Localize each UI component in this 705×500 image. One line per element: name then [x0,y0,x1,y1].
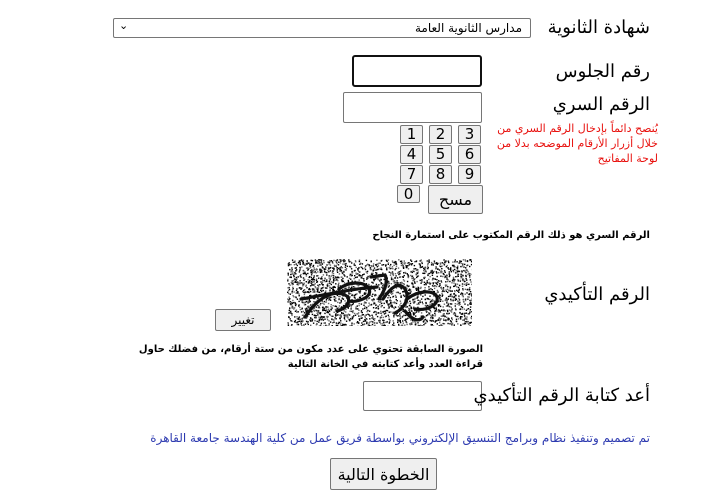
captcha-noise [287,259,472,326]
secret-number-note: الرقم السري هو ذلك الرقم المكتوب على استمارة النجاح [372,230,650,241]
credit-text: تم تصميم وتنفيذ نظام وبرامج التنسيق الإلكتروني بواسطة فريق عمل من كلية الهندسة جامعة القاهرة [150,431,650,445]
seat-number-label: رقم الجلوس [555,61,650,82]
keypad-button-9[interactable]: 9 [458,165,481,184]
school-type-select[interactable] [113,18,531,38]
seat-number-input[interactable] [352,55,482,87]
keypad-button-1[interactable]: 1 [400,125,423,144]
confirm-captcha-input[interactable] [363,381,482,411]
keypad-button-5[interactable]: 5 [429,145,452,164]
secret-number-input[interactable] [343,92,482,123]
keypad-button-7[interactable]: 7 [400,165,423,184]
chevron-down-icon: ⌄ [119,19,129,32]
keypad-button-2[interactable]: 2 [429,125,452,144]
captcha-label: الرقم التأكيدي [544,284,650,305]
school-type-label: شهادة الثانوية [547,17,650,38]
keypad-button-6[interactable]: 6 [458,145,481,164]
confirm-captcha-label: أعد كتابة الرقم التأكيدي [473,385,650,406]
secret-number-label: الرقم السري [552,94,650,115]
keypad-button-0[interactable]: 0 [397,185,420,203]
change-captcha-button[interactable]: تغيير [215,309,271,331]
captcha-instructions: الصورة السابقة تحتوي على عدد مكون من ستة أرقام، من فضلك حاول قراءة العدد وأعد كتابته في الخانة التالية [138,344,483,370]
captcha-image [287,259,472,326]
secret-number-hint: يُنصح دائماً بإدخال الرقم السري من خلال أزرار الأرقام الموضحه بدلا من لوحة المفاتيح [496,122,658,165]
clear-button[interactable]: مسح [428,185,483,214]
keypad-button-4[interactable]: 4 [400,145,423,164]
keypad-button-8[interactable]: 8 [429,165,452,184]
keypad-button-3[interactable]: 3 [458,125,481,144]
school-type-selected: مدارس الثانوية العامة [414,21,522,35]
next-step-button[interactable]: الخطوة التالية [330,458,437,490]
